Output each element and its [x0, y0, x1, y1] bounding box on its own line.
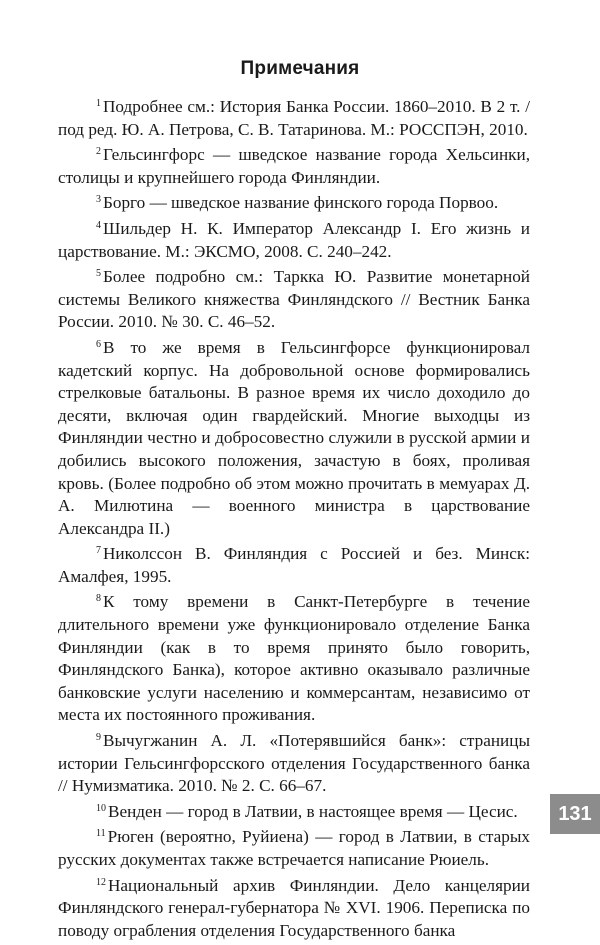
note-number: 8: [96, 593, 101, 605]
notes-list: [58, 96, 530, 945]
note-12: [58, 875, 530, 943]
page-title: Примечания: [240, 58, 360, 79]
note-6: [58, 337, 530, 540]
note-text: Вычугжанин А. Л. «Потерявшийся банк»: страницы истории Гельсингфорсского отделения Государственного банка // Нумизматика. 2010. № 2. С. 66–67.: [58, 731, 530, 796]
page-number-tab: 131: [550, 794, 600, 834]
note-number: 10: [96, 802, 106, 814]
note-number: 1: [96, 98, 101, 109]
note-2: [58, 144, 530, 189]
note-number: 5: [96, 268, 101, 280]
note-8: [58, 591, 530, 727]
note-text: Шильдер Н. К. Император Александр I. Его жизнь и царствование. М.: ЭКСМО, 2008. С. 240–242.: [58, 218, 530, 261]
note-number: 12: [96, 876, 106, 888]
note-text: Борго — шведское название финского города Порвоо.: [103, 193, 499, 213]
note-text: Гельсингфорс — шведское название города Хельсинки, столицы и крупнейшего города Финляндии.: [58, 145, 530, 187]
note-text: Более подробно см.: Таркка Ю. Развитие монетарной системы Великого княжества Финляндского // Вестник Банка России. 2010. № 30. С. 46–52.: [58, 267, 530, 332]
note-text: К тому времени в Санкт-Петербурге в течение длительного времени уже функционировало отделение Банка Финляндии (как в то время принято было говорить, Финляндского Банка), которое активно оказывало различные банковские услуги населению и коммерсантам, независимо от места их постоянного проживания.: [58, 592, 530, 725]
note-11: [58, 826, 530, 871]
note-number: 7: [96, 545, 101, 557]
note-text: Венден — город в Латвии, в настоящее время — Цесис.: [108, 801, 518, 821]
note-1: [58, 96, 530, 141]
note-9: [58, 730, 530, 798]
note-4: [58, 218, 530, 263]
note-text: Николссон В. Финляндия с Россией и без. Минск: Амалфея, 1995.: [58, 544, 530, 586]
note-number: 6: [96, 338, 101, 350]
note-number: 9: [96, 732, 101, 744]
note-text: Рюген (вероятно, Руйиена) — город в Латвии, в старых русских документах также встречается написание Рюиель.: [58, 827, 530, 869]
note-7: [58, 543, 530, 588]
note-text: Национальный архив Финляндии. Дело канцелярии Финляндского генерал-губернатора № XVI. 1906. Переписка по поводу ограбления отделения Государственного банка: [58, 875, 530, 940]
note-3: [58, 192, 530, 215]
note-number: 2: [96, 146, 101, 158]
note-text: В то же время в Гельсингфорсе функционировал кадетский корпус. На добровольной основе формировались стрелковые батальоны. В разное время их число доходило до десяти, включая один гвардейский. Многие выходцы из Финляндии честно и добросовестно служили в русской армии и добились высокого положения, зачастую в боях, проливая кровь. (Более подробно об этом можно прочитать в мемуарах Д. А. Милютина — военного министра в царствование Александра II.): [58, 337, 530, 538]
note-5: [58, 266, 530, 334]
note-text: Подробнее см.: История Банка России. 1860–2010. В 2 т. / под ред. Ю. А. Петрова, С. В. Татаринова. М.: РОССПЭН, 2010.: [58, 97, 530, 139]
note-number: 3: [96, 194, 101, 206]
note-number: 4: [96, 219, 101, 231]
note-number: 11: [96, 828, 106, 840]
note-10: [58, 801, 530, 824]
